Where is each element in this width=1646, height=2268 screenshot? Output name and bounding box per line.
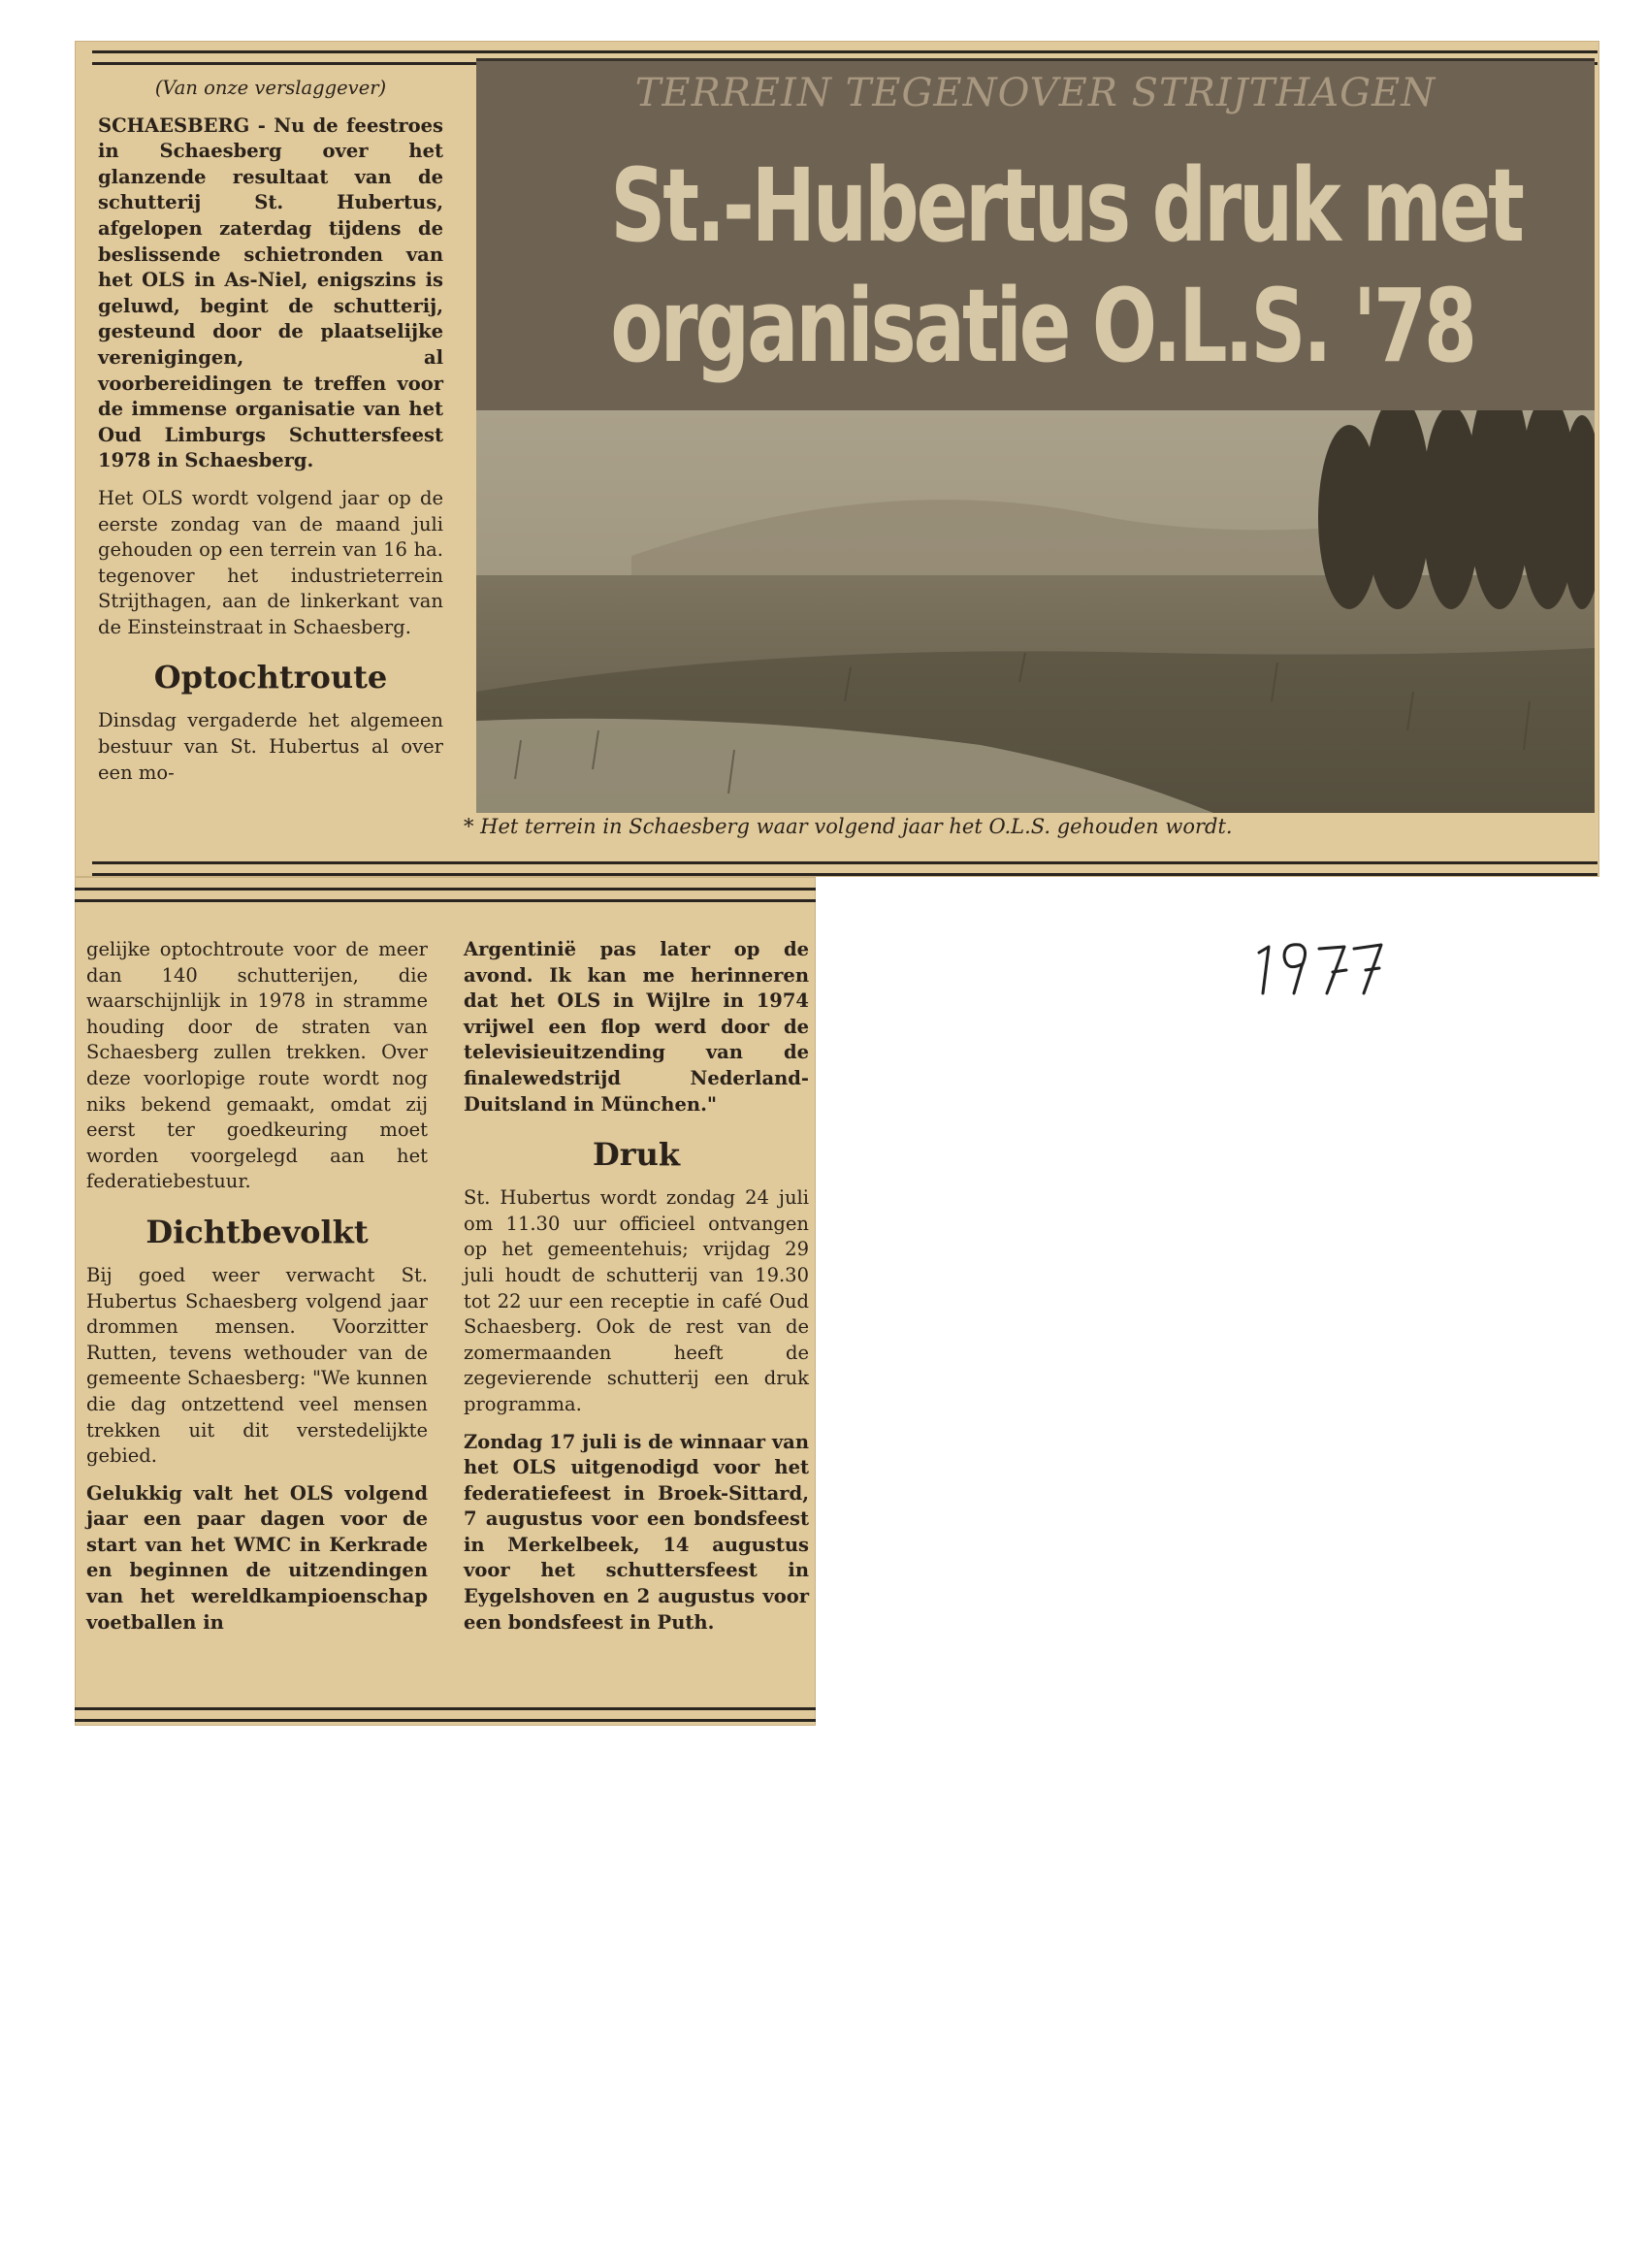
photo-caption: * Het terrein in Schaesberg waar volgend jaar het O.L.S. gehouden wordt. [464,815,1233,838]
paragraph: St. Hubertus wordt zondag 24 juli om 11.30 uur officieel ontvangen op het gemeentehuis; vrijdag 29 juli houdt de schutterij van 19.30 tot 22 uur een receptie in café Oud Schaesberg. Ook de rest van de zomermaanden heeft de zegevierende schutterij een druk programma. [464,1186,809,1415]
paragraph: Dinsdag vergaderde het algemeen bestuur van St. Hubertus al over een mo- [98,709,443,784]
field-photo-image [476,410,1595,813]
bold-paragraph: Gelukkig valt het OLS volgend jaar een paar dagen voor de start van het WMC in Kerkrade en beginnen de uitzendingen van het wereldkampioenschap voetballen in [86,1481,428,1634]
bottom-right-column [464,937,809,1636]
lead-paragraph: SCHAESBERG - Nu de feestroes in Schaesberg over het glanzende resultaat van de schutterij St. Hubertus, afgelopen zaterdag tijdens de beslissende schietronden van het OLS in As-Niel, enigszins is geluwd, begint de schutterij, gesteund door de plaatselijke verenigingen, al voorbereidingen te treffen voor de immense organisatie van het Oud Limburgs Schuttersfeest 1978 in Schaesberg. [98,113,443,472]
handwritten-year [1251,933,1387,1001]
field-photo [476,410,1595,813]
subhead-druk: Druk [592,1136,681,1174]
bottom-rule-top-clipping [92,861,1598,876]
bottom-left-column [86,937,428,1636]
subhead-dichtbevolkt: Dichtbevolkt [145,1213,369,1250]
paragraph: gelijke optochtroute voor de meer dan 140 schutterijen, die waarschijnlijk in 1978 in stramme houding door de straten van Schaesberg zullen trekken. Over deze voorlopige route wordt nog niks bekend gemaakt, omdat zij eerst ter goedkeuring moet worden voorgelegd aan het federatiebestuur. [86,938,428,1193]
headline-line-1: St.-Hubertus druk met [610,146,1522,265]
kicker: TERREIN TEGENOVER STRIJTHAGEN [634,71,1436,115]
subhead-optochtroute: Optochtroute [153,659,388,697]
left-column-top [98,76,443,786]
bottom-rule-bottom-clipping [75,1707,816,1722]
headline-line-2: organisatie O.L.S. '78 [610,267,1474,385]
bold-paragraph: Argentinië pas later op de avond. Ik kan me herinneren dat het OLS in Wijlre in 1974 vrijwel een flop werd door de televisieuitzending van de finalewedstrijd Nederland-Duitsland in München." [464,938,809,1116]
headline-box [476,58,1595,413]
paragraph: Het OLS wordt volgend jaar op de eerste zondag van de maand juli gehouden op een terrein van 16 ha. tegenover het industrieterrein Strijthagen, aan de linkerkant van de Einsteinstraat in Schaesberg. [98,486,443,638]
byline: (Van onze verslaggever) [154,77,387,99]
paragraph: Bij goed weer verwacht St. Hubertus Schaesberg volgend jaar drommen mensen. Voorzitter Rutten, tevens wethouder van de gemeente Schaesberg: "We kunnen die dag ontzettend veel mensen trekken uit dit verstedelijkte gebied. [86,1263,428,1468]
bold-paragraph: Zondag 17 juli is de winnaar van het OLS uitgenodigd voor het federatiefeest in Broek-Sittard, 7 augustus voor een bondsfeest in Merkelbeek, 14 augustus voor het schuttersfeest in Eygelshoven en 2 augustus voor een bondsfeest in Puth. [464,1430,809,1634]
top-rule-bottom-clipping [75,888,816,902]
